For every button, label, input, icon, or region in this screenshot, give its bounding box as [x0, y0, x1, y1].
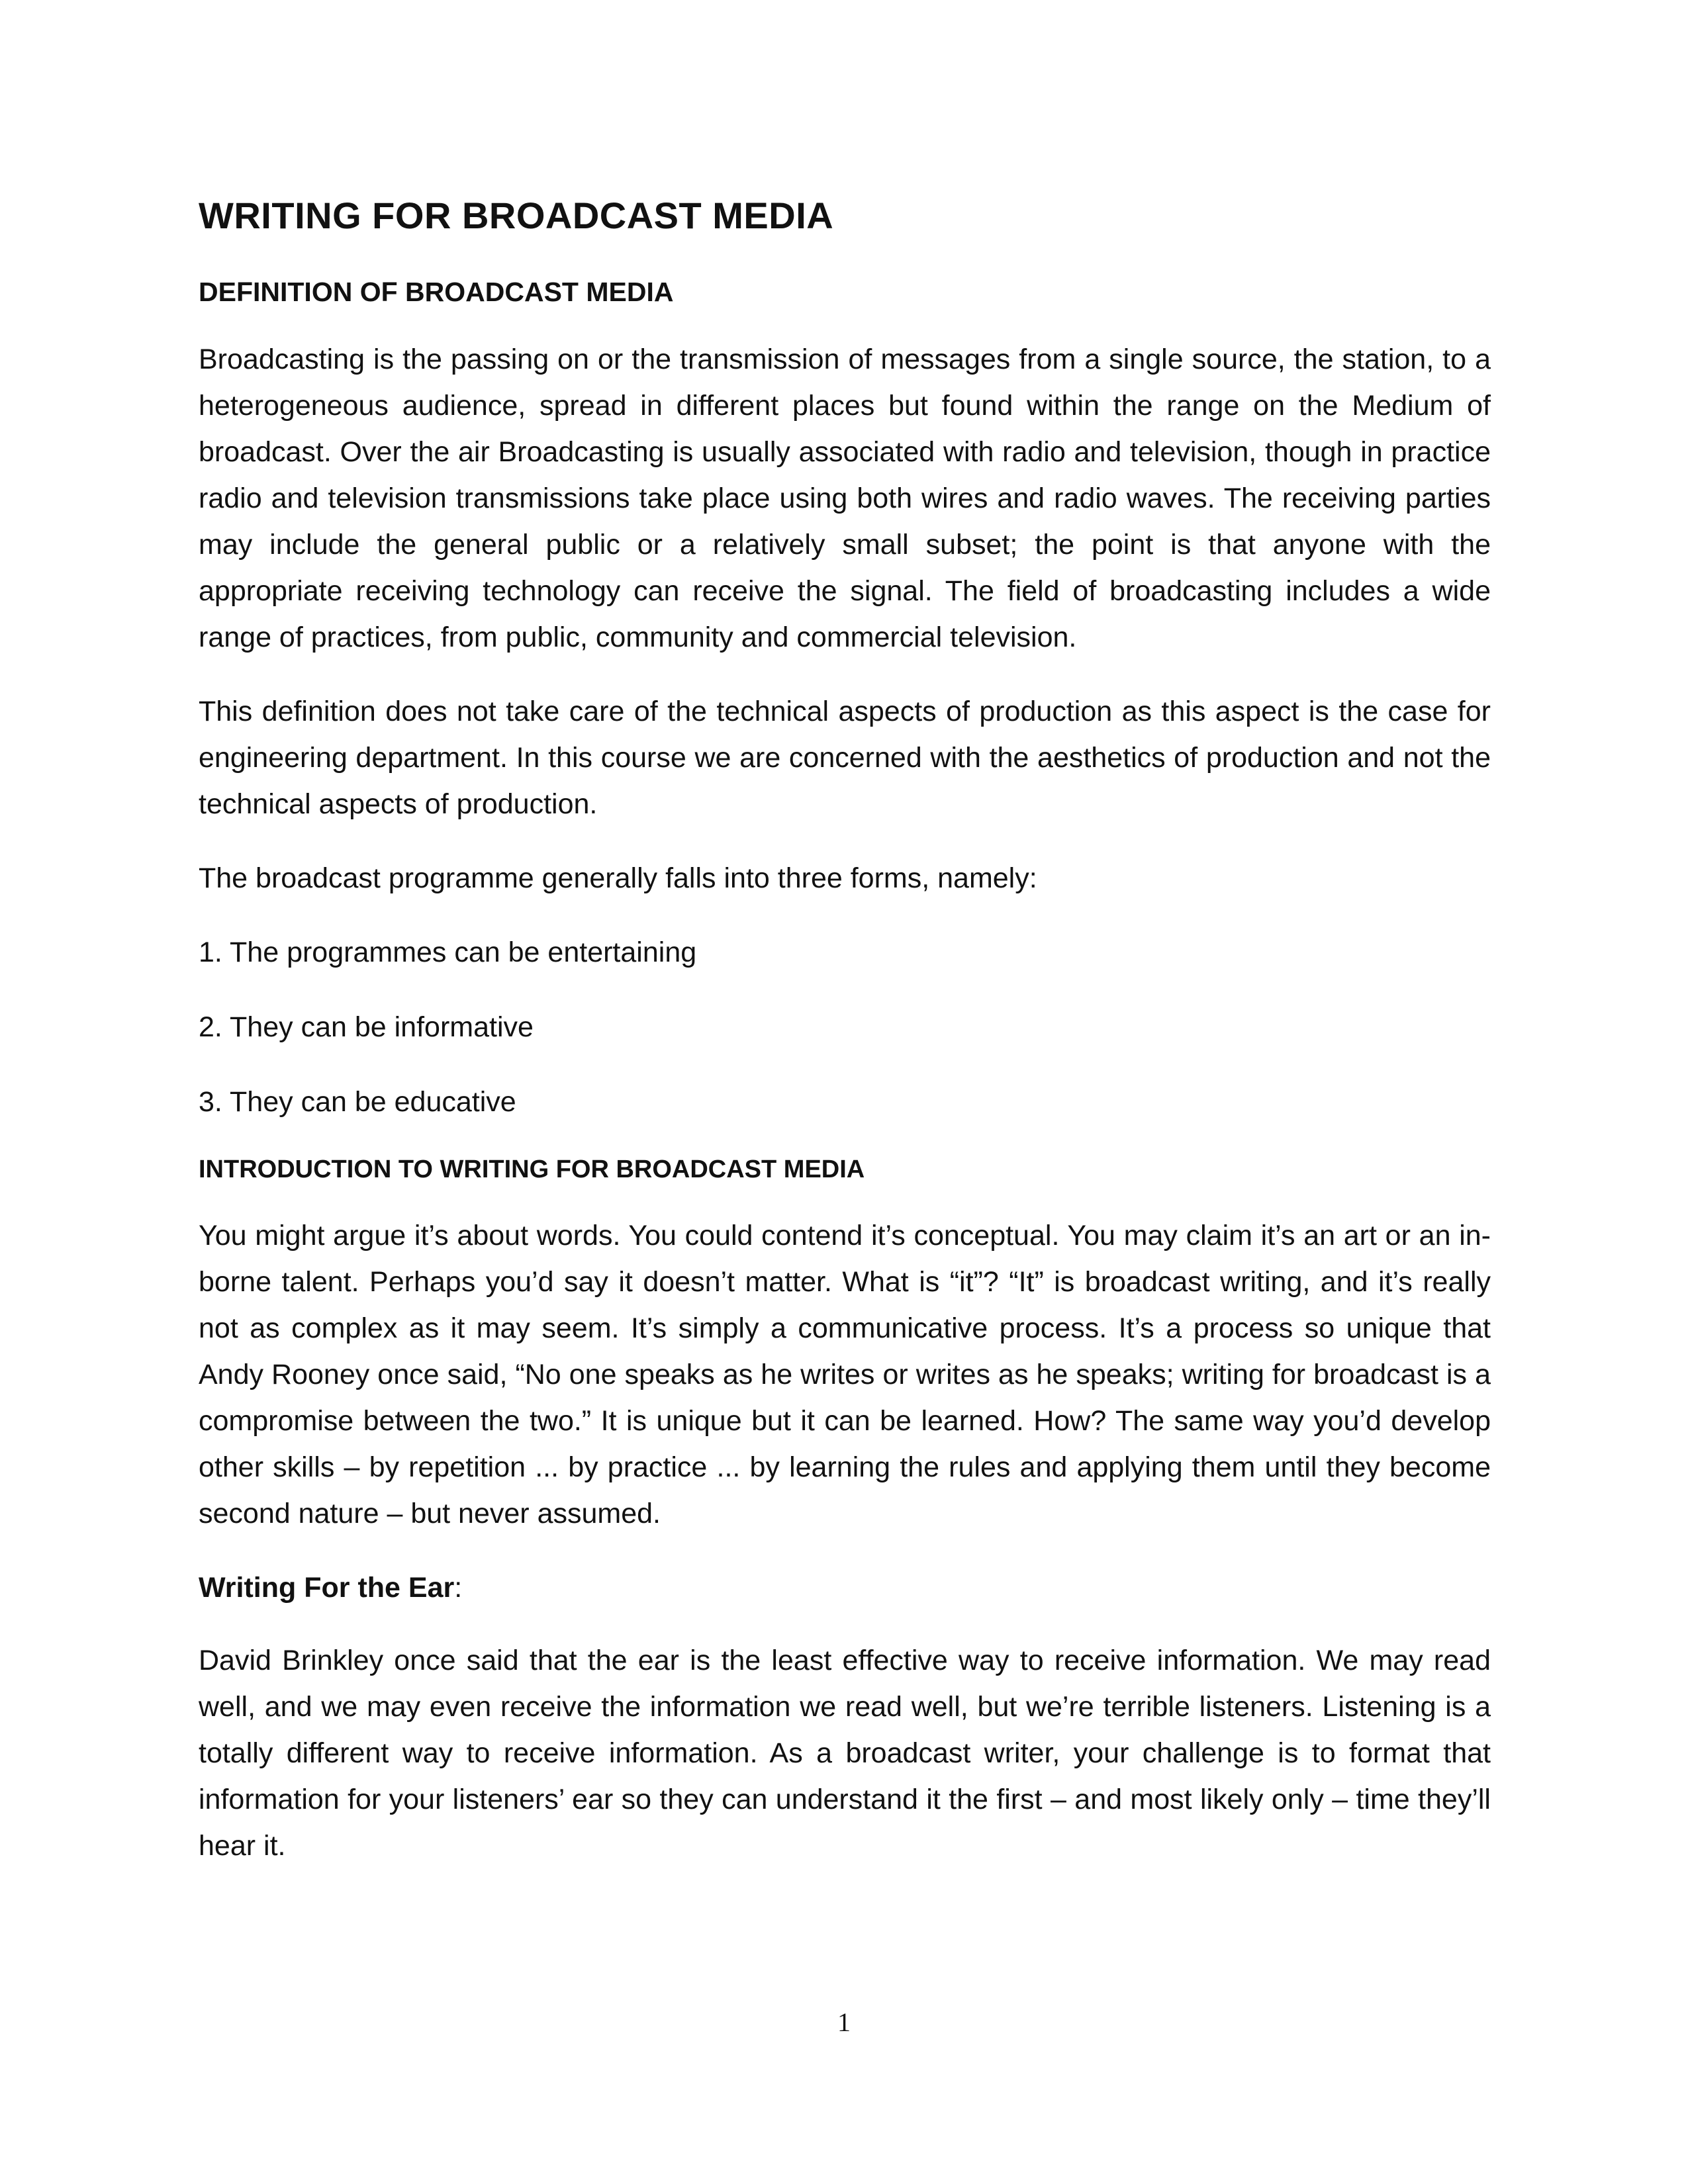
page-number: 1 — [837, 2007, 851, 2037]
intro-paragraph: You might argue it’s about words. You could contend it’s conceptual. You may claim it’s an art or an in-borne talent. Perhaps you’d say it doesn’t matter. What is “it”? “It” is broadcast writing, and it’s really not as complex as it may seem. It’s simply a communicative process. It’s a process so unique that Andy Rooney once said, “No one speaks as he writes or writes as he speaks; writing for broadcast is a compromise between the two.” It is unique but it can be learned. How? The same way you’d develop other skills – by repetition ... by practice ... by learning the rules and applying them until they become second nature – but never assumed. — [199, 1220, 1491, 1530]
document-title: WRITING FOR BROADCAST MEDIA — [199, 195, 834, 236]
definition-paragraph-1: Broadcasting is the passing on or the transmission of messages from a single source, the station, to a heterogeneous audience, spread in different places but found within the range on the Medium of broadcast. Over the air Broadcasting is usually associated with radio and television, though in practice radio and television transmissions take place using both wires and radio waves. The receiving parties may include the general public or a relatively small subset; the point is that anyone with the appropriate receiving technology can receive the signal. The field of broadcasting includes a wide range of practices, from public, community and commercial television. — [199, 343, 1491, 654]
forms-list-item-3: 3. They can be educative — [199, 1086, 516, 1118]
forms-list-item-2: 2. They can be informative — [199, 1011, 534, 1044]
ear-subheading-text: Writing For the Ear — [199, 1572, 455, 1604]
forms-list-item-1: 1. The programmes can be entertaining — [199, 936, 697, 969]
document-page — [199, 192, 1491, 1897]
ear-paragraph: David Brinkley once said that the ear is the least effective way to receive information. We may read well, and we may even receive the information we read well, but we’re terrible listeners. Listening is a totally different way to receive information. As a broadcast writer, your challenge is to format that information for your listeners’ ear so they can understand it the first – and most likely only – time they’ll hear it. — [199, 1645, 1491, 1862]
definition-paragraph-2: This definition does not take care of the technical aspects of production as this aspect is the case for engineering department. In this course we are concerned with the aesthetics of production and not the technical aspects of production. — [199, 696, 1491, 821]
intro-heading: INTRODUCTION TO WRITING FOR BROADCAST MEDIA — [199, 1156, 865, 1184]
forms-intro-paragraph: The broadcast programme generally falls into three forms, namely: — [199, 862, 1037, 895]
definition-heading: DEFINITION OF BROADCAST MEDIA — [199, 276, 674, 307]
ear-subheading — [199, 1565, 1491, 1611]
ear-subheading-colon: : — [454, 1572, 463, 1604]
